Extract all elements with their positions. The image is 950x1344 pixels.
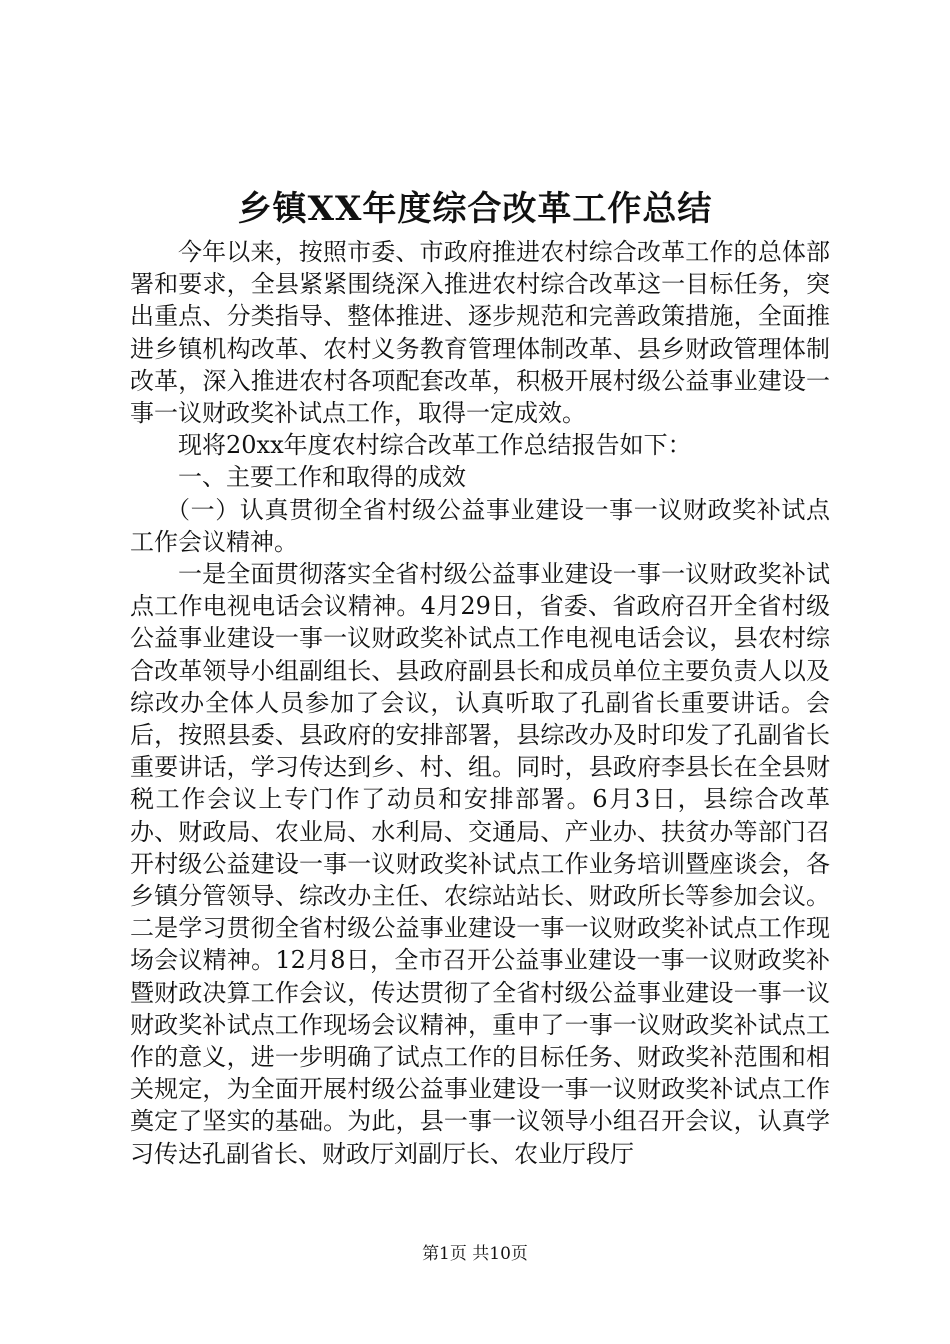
section-heading: 一、主要工作和取得的成效: [178, 463, 466, 492]
document-body: [130, 236, 830, 1170]
body-paragraph: 现将20xx年度农村综合改革工作总结报告如下：: [178, 431, 692, 460]
document-title: 乡镇XX年度综合改革工作总结: [237, 189, 713, 229]
body-paragraph: 一是全面贯彻落实全省村级公益事业建设一事一议财政奖补试点工作电视电话会议精神。4月29日，省委、省政府召开全省村级公益事业建设一事一议财政奖补试点工作电视电话会议，县农村综合改革领导小组副组长、县政府副县长和成员单位主要负责人以及综改办全体人员参加了会议，认真听取了孔副省长重要讲话。会后，按照县委、县政府的安排部署，县综改办及时印发了孔副省长重要讲话，学习传达到乡、村、组。同时，县政府李县长在全县财税工作会议上专门作了动员和安排部署。6月3日，县综合改革办、财政局、农业局、水利局、交通局、产业办、扶贫办等部门召开村级公益建设一事一议财政奖补试点工作业务培训暨座谈会，各乡镇分管领导、综改办主任、农综站站长、财政所长等参加会议。二是学习贯彻全省村级公益事业建设一事一议财政奖补试点工作现场会议精神。12月8日，全市召开公益事业建设一事一议财政奖补暨财政决算工作会议，传达贯彻了全省村级公益事业建设一事一议财政奖补试点工作现场会议精神，重申了一事一议财政奖补试点工作的意义，进一步明确了试点工作的目标任务、财政奖补范围和相关规定，为全面开展村级公益事业建设一事一议财政奖补试点工作奠定了坚实的基础。为此，县一事一议领导小组召开会议，认真学习传达孔副省长、财政厅刘副厅长、农业厅段厅: [130, 560, 830, 1168]
subsection-heading: （一）认真贯彻全省村级公益事业建设一事一议财政奖补试点工作会议精神。: [130, 495, 830, 556]
page-footer: 第1页 共10页: [422, 1244, 528, 1264]
body-paragraph: 今年以来，按照市委、市政府推进农村综合改革工作的总体部署和要求，全县紧紧围绕深入推进农村综合改革这一目标任务，突出重点、分类指导、整体推进、逐步规范和完善政策措施，全面推进乡镇机构改革、农村义务教育管理体制改革、县乡财政管理体制改革，深入推进农村各项配套改革，积极开展村级公益事业建设一事一议财政奖补试点工作，取得一定成效。: [130, 238, 830, 428]
